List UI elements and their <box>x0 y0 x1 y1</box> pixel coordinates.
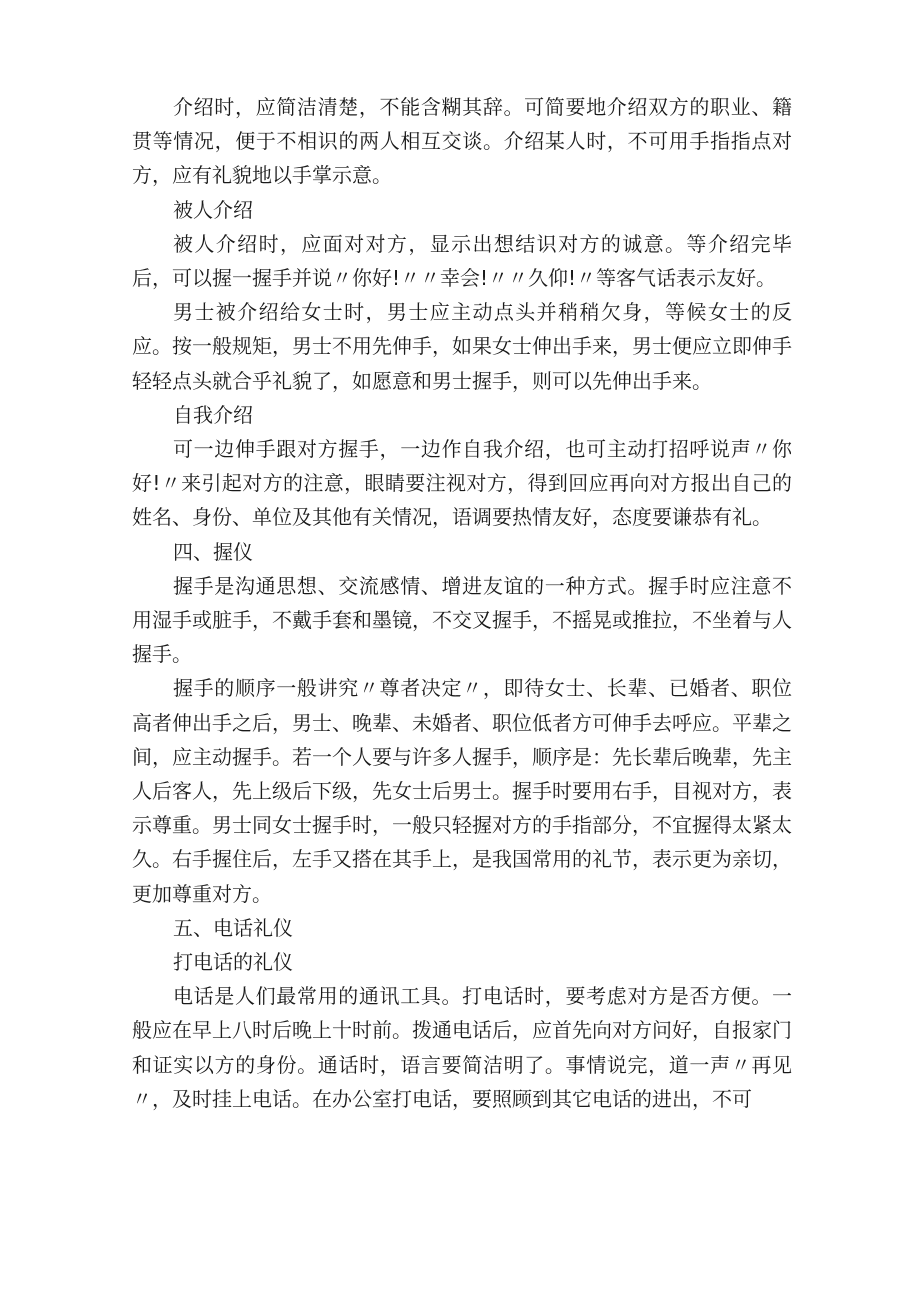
paragraph-handshake-order: 握手的顺序一般讲究〃尊者决定〃，即待女士、长辈、已婚者、职位高者伸出手之后，男士、晚辈、未婚者、职位低者方可伸手去呼应。平辈之间，应主动握手。若一个人要与许多人握手，顺序是：先长辈后晚辈，先主人后客人，先上级后下级，先女士后男士。握手时要用右手，目视对方，表示尊重。男士同女士握手时，一般只轻握对方的手指部分，不宜握得太紧太久。右手握住后，左手又搭在其手上，是我国常用的礼节，表示更为亲切，更加尊重对方。 <box>132 676 792 906</box>
heading-handshake-etiquette: 四、握仪 <box>173 539 253 564</box>
paragraph-making-calls: 电话是人们最常用的通讯工具。打电话时，要考虑对方是否方便。一般应在早上八时后晚上十时前。拨通电话后，应首先向对方问好，自报家门和证实以方的身份。通话时，语言要简洁明了。事情说完，道一声〃再见〃，及时挂上电话。在办公室打电话，要照顾到其它电话的进出，不可 <box>132 984 792 1111</box>
heading-self-introduction: 自我介绍 <box>173 402 253 427</box>
heading-being-introduced: 被人介绍 <box>173 197 253 222</box>
paragraph-handshake-basics: 握手是沟通思想、交流感情、增进友谊的一种方式。握手时应注意不用湿手或脏手，不戴手套和墨镜，不交叉握手，不摇晃或推拉，不坐着与人握手。 <box>132 573 792 667</box>
paragraph-men-introduced-to-women: 男士被介绍给女士时，男士应主动点头并稍稍欠身，等候女士的反应。按一般规矩，男士不用先伸手，如果女士伸出手来，男士便应立即伸手轻轻点头就合乎礼貌了，如愿意和男士握手，则可以先伸出手来。 <box>132 300 792 393</box>
heading-phone-etiquette: 五、电话礼仪 <box>173 915 293 940</box>
paragraph-being-introduced: 被人介绍时，应面对对方，显示出想结识对方的诚意。等介绍完毕后，可以握一握手并说〃你好!〃〃幸会!〃〃久仰!〃等客气话表示友好。 <box>132 231 792 291</box>
heading-making-calls: 打电话的礼仪 <box>173 950 293 975</box>
document-page <box>132 90 792 1116</box>
paragraph-self-introduction: 可一边伸手跟对方握手，一边作自我介绍，也可主动打招呼说声〃你好!〃来引起对方的注意，眼睛要注视对方，得到回应再向对方报出自己的姓名、身份、单位及其他有关情况，语调要热情友好，态度要谦恭有礼。 <box>132 437 792 530</box>
paragraph-introduction-rules: 介绍时，应简洁清楚，不能含糊其辞。可简要地介绍双方的职业、籍贯等情况，便于不相识的两人相互交谈。介绍某人时，不可用手指指点对方，应有礼貌地以手掌示意。 <box>132 95 792 188</box>
